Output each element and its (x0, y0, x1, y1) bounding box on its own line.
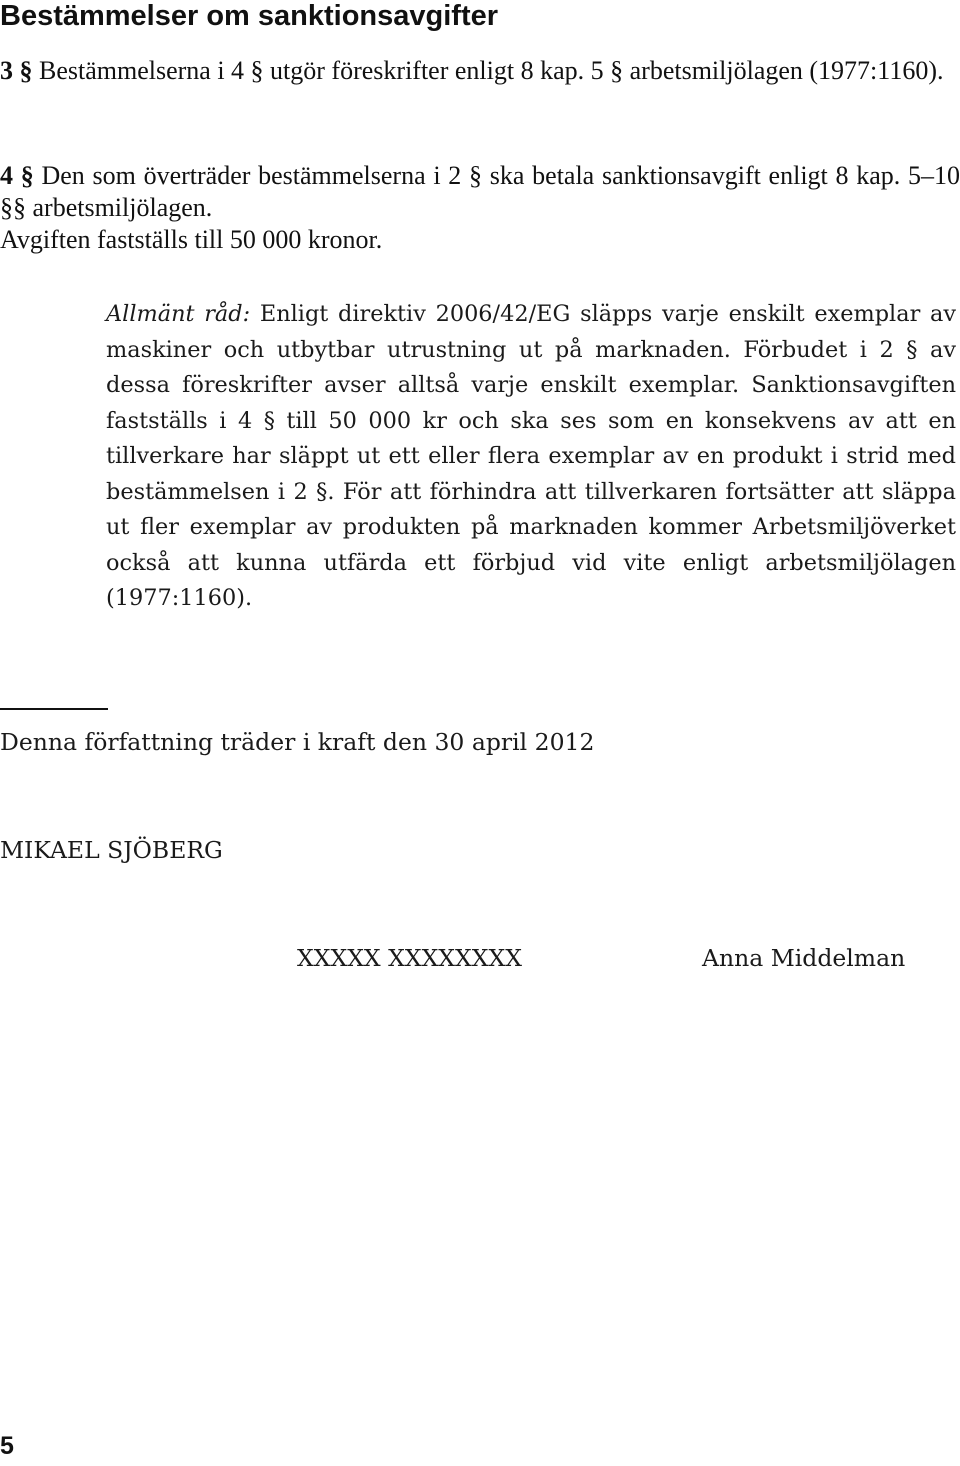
paragraph-4 (0, 160, 960, 256)
paragraph-fee-text: Avgiften fastställs till 50 000 kronor. (0, 225, 383, 254)
co-signatory-right: Anna Middelman (702, 944, 906, 972)
section-heading: Bestämmelser om sanktionsavgifter (0, 0, 499, 32)
paragraph-text: Bestämmelserna i 4 § utgör föreskrifter enligt 8 kap. 5 § arbetsmiljölagen (1977:1160). (32, 56, 944, 85)
general-advice-label: Allmänt råd: (106, 301, 251, 327)
paragraph-number: 4 § (0, 161, 34, 190)
signatory-name: MIKAEL SJÖBERG (0, 836, 223, 864)
paragraph-text: Den som överträder bestämmelserna i 2 § ska betala sanktionsavgift enligt 8 kap. 5–10 §§ arbetsmiljölagen. (0, 161, 960, 222)
effective-date: Denna författning träder i kraft den 30 april 2012 (0, 728, 595, 756)
footnote-divider (0, 708, 108, 710)
general-advice-text: Enligt direktiv 2006/42/EG släpps varje enskilt exemplar av maskiner och utbytbar utrustning ut på marknaden. Förbudet i 2 § av dessa föreskrifter avser alltså varje enskilt exemplar. Sanktionsavgiften fastställs i 4 § till 50 000 kr och ska ses som en konsekvens av att en tillverkare har släppt ut ett eller flera exemplar av en produkt i strid med bestämmelsen i 2 §. För att förhindra att tillverkaren fortsätter att släppa ut fler exemplar av produkten på marknaden kommer Arbetsmiljöverket också att kunna utfärda ett förbjud vid vite enligt arbetsmiljölagen (1977:1160). (106, 301, 956, 611)
page-number: 5 (0, 1432, 14, 1460)
paragraph-number: 3 § (0, 56, 33, 85)
co-signatory-left: XXXXX XXXXXXXX (297, 944, 522, 972)
paragraph-3 (0, 55, 960, 87)
general-advice (106, 297, 956, 617)
